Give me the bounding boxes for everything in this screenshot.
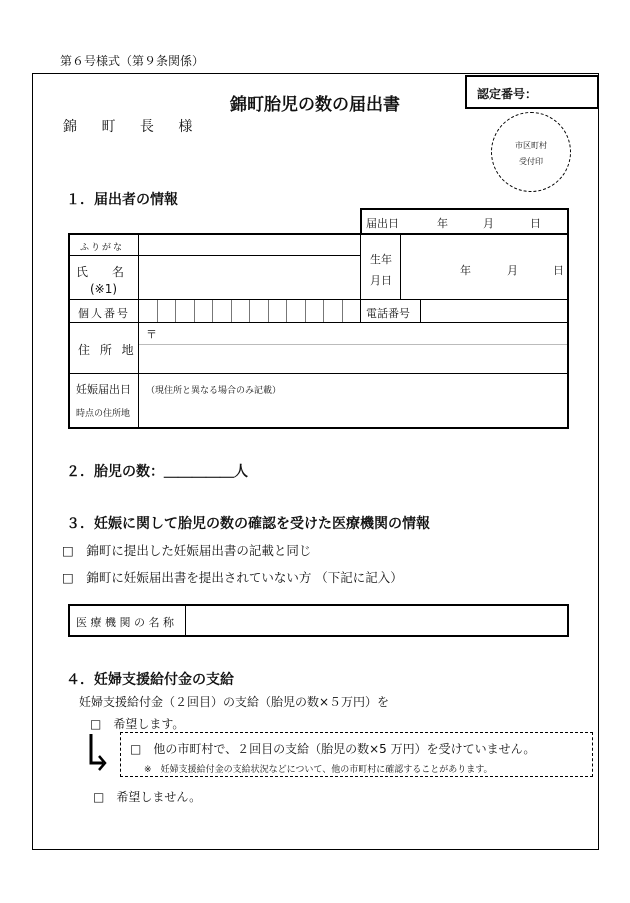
section2-heading: [66, 461, 248, 481]
checkbox[interactable]: □: [62, 570, 74, 585]
section3-heading: ３．妊娠に関して胎児の数の確認を受けた医療機関の情報: [66, 516, 430, 532]
address-input[interactable]: [140, 324, 567, 372]
phone-label: 電話番号: [366, 307, 410, 320]
birth-month-unit: 月: [507, 264, 518, 277]
pregnancy-address-label-1: 妊娠届出日: [76, 383, 131, 396]
row-divider: [70, 373, 567, 374]
option-not-submitted[interactable]: [62, 568, 403, 586]
option-label: 他の市町村で、２回目の支給（胎児の数×5 万円）を受けていません。: [153, 742, 536, 756]
furigana-input[interactable]: [140, 236, 359, 254]
section1-heading: １．届出者の情報: [66, 192, 178, 208]
option-no-other-payment[interactable]: [130, 740, 535, 757]
filing-date-label: 届出日: [366, 217, 399, 230]
filing-date-year-unit: 年: [437, 217, 448, 230]
option-same-as-submitted[interactable]: [62, 541, 311, 559]
filing-date-day-unit: 日: [530, 217, 541, 230]
section4-heading: ４．妊婦支援給付金の支給: [66, 672, 234, 688]
name-input[interactable]: [140, 257, 359, 298]
checkbox[interactable]: □: [93, 790, 105, 804]
checkbox[interactable]: □: [62, 543, 74, 558]
birth-day-unit: 日: [553, 264, 564, 277]
pregnancy-address-input[interactable]: [140, 395, 567, 427]
option-no-wish[interactable]: [93, 788, 201, 805]
birth-date-label-1: 生年: [370, 253, 392, 266]
option-label: 錦町に妊娠届出書を提出されていない方 （下記に記入）: [86, 570, 403, 585]
row-divider: [70, 255, 360, 256]
checkbox[interactable]: □: [90, 717, 102, 731]
note-text: 妊婦支援給付金の支給状況などについて、他の市町村に確認することがあります。: [160, 765, 493, 775]
fetus-count-input[interactable]: ＿＿＿＿＿: [164, 464, 234, 480]
address-label: 住 所 地: [78, 343, 137, 357]
personal-number-label: 個人番号: [78, 307, 130, 320]
option-label: 希望しません。: [116, 790, 202, 804]
option-label: 錦町に提出した妊娠届出書の記載と同じ: [86, 543, 312, 558]
reception-stamp-area: [491, 112, 571, 192]
furigana-label: ふりがな: [80, 243, 125, 253]
note-mark: ※: [144, 765, 152, 775]
addressee: 錦 町 長 様: [63, 119, 203, 135]
row-divider: [70, 299, 567, 300]
col-divider: [400, 235, 401, 299]
arrow-down-right-icon: [86, 733, 108, 771]
birth-date-input[interactable]: [402, 236, 567, 298]
stamp-label-2: 受付印: [519, 157, 543, 166]
row-divider: [70, 322, 567, 323]
fetus-count-unit: 人: [234, 464, 248, 480]
medical-institution-label: 医 療 機 関 の 名 称: [76, 616, 174, 629]
name-note: (※1): [90, 282, 118, 296]
fetus-count-label: ２．胎児の数：: [66, 464, 164, 480]
stamp-label-1: 市区町村: [515, 141, 547, 150]
col-divider: [185, 606, 186, 635]
name-label: 氏 名: [76, 265, 125, 279]
birth-year-unit: 年: [460, 264, 471, 277]
personal-number-input[interactable]: [140, 301, 359, 321]
birth-date-label-2: 月日: [370, 274, 392, 287]
certification-number-field[interactable]: [465, 75, 599, 109]
option-wish[interactable]: [90, 715, 184, 732]
postal-mark: 〒: [146, 328, 157, 341]
medical-institution-input[interactable]: [187, 606, 567, 635]
form-title: 錦町胎児の数の届出書: [230, 95, 400, 115]
pregnancy-address-label-2: 時点の住所地: [76, 409, 131, 419]
phone-input[interactable]: [422, 301, 567, 321]
option-label: 希望します。: [113, 717, 185, 731]
form-id: 第６号様式（第９条関係）: [60, 54, 205, 68]
checkbox[interactable]: □: [130, 742, 142, 756]
col-divider: [420, 300, 421, 322]
col-divider: [138, 235, 139, 427]
section4-description: 妊婦支援給付金（２回目）の支給（胎児の数×５万円）を: [79, 695, 390, 709]
col-divider: [360, 235, 361, 322]
filing-date-month-unit: 月: [483, 217, 494, 230]
pregnancy-address-note: （現住所と異なる場合のみ記載）: [146, 386, 282, 396]
confirmation-note: [144, 762, 493, 775]
certification-number-label: 認定番号：: [477, 87, 538, 101]
